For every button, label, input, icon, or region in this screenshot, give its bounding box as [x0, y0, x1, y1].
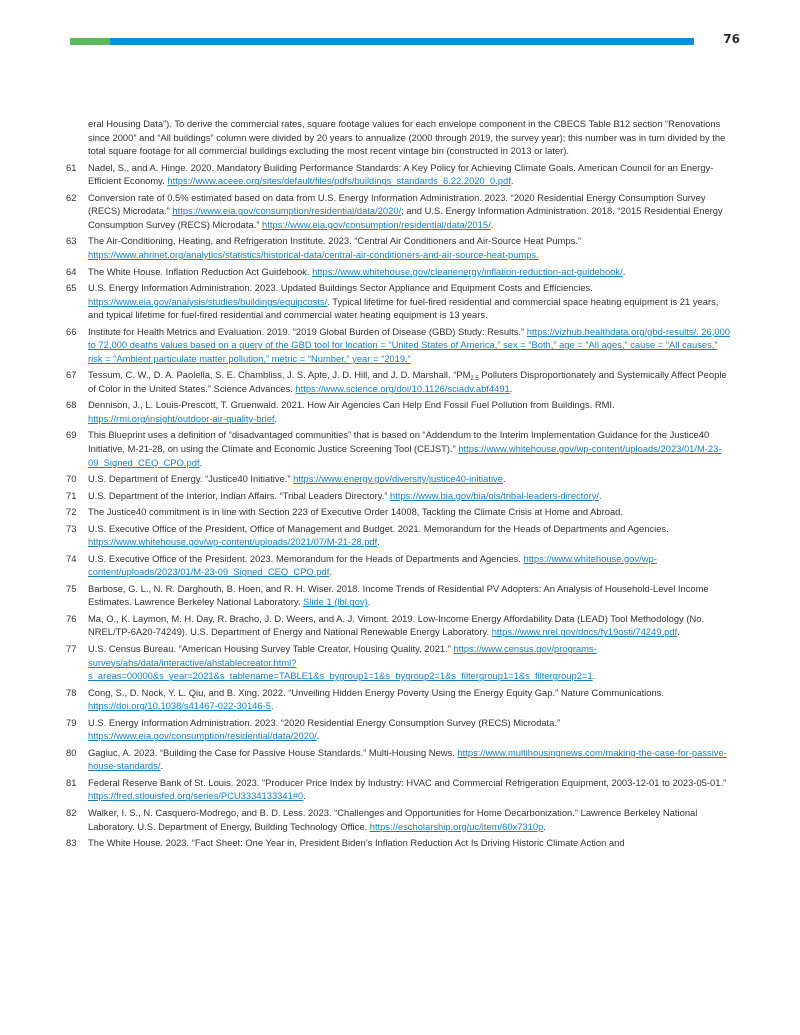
endnote-text	[88, 489, 734, 503]
endnote-text	[88, 265, 734, 279]
endnote-number: 69	[66, 429, 77, 441]
endnote-link[interactable]: https://fred.stlouisfed.org/series/PCU3334133341#0	[88, 790, 304, 802]
endnote-67	[66, 368, 734, 395]
endnote-text	[88, 505, 734, 519]
endnote-number: 73	[66, 522, 77, 534]
endnote-continuation: eral Housing Data”). To derive the commercial rates, square footage values for each envelope component in the CBECS Table B12 section “Renovations since 2000” and “All buildings” column were divided by 20 years to annualize (2000 through 2019, the survey year); this number was in turn divided by the total square footage for all commercial buildings excluding the most recent vintage bin (constructed in 2013 or later).	[88, 118, 726, 157]
endnote-link[interactable]: https://escholarship.org/uc/item/60x7310p	[369, 820, 544, 832]
endnote-text	[88, 552, 734, 579]
endnote-65	[66, 281, 734, 322]
endnote-citation: Dennison, J., L. Louis-Prescott, T. Gruenwald. 2021. How Air Agencies Can Help End Fossil Fuel Pollution from Buildings. RMI.	[88, 399, 615, 411]
endnote-number: 64	[66, 265, 77, 277]
endnote-number: 67	[66, 369, 77, 381]
endnote-63	[66, 234, 734, 261]
endnote-text	[88, 281, 734, 322]
endnote-text	[88, 806, 734, 833]
endnote-text	[88, 522, 734, 549]
endnote-link-2[interactable]: https://www.eia.gov/consumption/residential/data/2015/	[262, 218, 491, 230]
endnote-citation: Cong, S., D. Nock, Y. L. Qiu, and B. Xing. 2022. “Unveiling Hidden Energy Poverty Using the Energy Equity Gap.” Nature Communications.	[88, 686, 664, 698]
endnote-link[interactable]: https://www.energy.gov/diversity/justice40-initiative	[293, 473, 503, 485]
endnote-number: 82	[66, 806, 77, 818]
endnote-number: 66	[66, 325, 77, 337]
endnote-citation: The White House. Inflation Reduction Act Guidebook.	[88, 265, 313, 277]
endnote-tail: . Typical lifetime for fuel-fired residential and commercial space heating equipment is 21 years, and typical lifetime for fuel-fired residential and commercial water heating equipment is 13 years.	[88, 295, 719, 321]
endnote-tail: .	[303, 790, 306, 802]
endnote-text	[88, 191, 734, 232]
endnotes	[66, 117, 734, 850]
endnote-text	[88, 612, 734, 639]
endnote-citation: The Justice40 commitment is in line with Section 223 of Executive Order 14008, Tackling the Climate Crisis at Home and Abroad.	[88, 506, 623, 518]
endnote-citation: U.S. Energy Information Administration. 2023. Updated Buildings Sector Appliance and Equipment Costs and Efficiencies.	[88, 281, 593, 293]
endnote-number: 71	[66, 489, 77, 501]
endnote-citation: U.S. Executive Office of the President. 2023. Memorandum for the Heads of Departments and Agencies.	[88, 552, 524, 564]
endnote-link[interactable]: https://doi.org/10.1038/s41467-022-30146-5	[88, 700, 271, 712]
endnote-tail: .	[274, 413, 278, 424]
endnote-text	[88, 642, 734, 683]
endnote-citation: Conversion rate of 0.5% estimated based on data from U.S. Energy Information Administration. 2023. “2020 Residential Energy Consumption Survey (RECS) Microdata.”	[88, 191, 706, 217]
endnote-citation: Institute for Health Metrics and Evaluation. 2019. “2019 Global Burden of Disease (GBD) Study: Results.”	[88, 325, 527, 337]
endnote-citation: The White House. 2023. “Fact Sheet: One Year in, President Biden’s Inflation Reduction Act Is Driving Historic Climate Action and	[88, 836, 625, 848]
endnote-citation: Nadel, S., and A. Hinge. 2020. Mandatory Building Performance Standards: A Key Policy for Achieving Climate Goals. American Council for an Energy-Efficient Economy.	[88, 161, 714, 187]
endnote-72	[66, 505, 734, 519]
endnote-link[interactable]: https://www.whitehouse.gov/cleanenergy/inflation-reduction-act-guidebook/	[312, 265, 623, 277]
endnote-73	[66, 522, 734, 549]
endnote-number: 63	[66, 235, 77, 247]
endnote-number: 62	[66, 191, 77, 203]
endnote-link[interactable]: https://www.whitehouse.gov/wp-content/uploads/2023/01/M-23-09_Signed_CEQ_CPO.pdf	[88, 443, 722, 468]
endnote-text	[88, 472, 734, 486]
endnote-tail: .	[270, 700, 274, 712]
header-accent-bar	[70, 38, 694, 45]
endnote-83	[66, 836, 734, 850]
endnote-citation: This Blueprint uses a definition of “disadvantaged communities” that is based on “Addendum to the Interim Implementation Guidance for the Justice40 Initiative, M-21-28, on using the Climate and Economic Justice Screening Tool (CEJST).”	[88, 429, 710, 455]
endnote-tail: .	[160, 760, 164, 772]
endnote-number: 79	[66, 716, 77, 728]
endnote-text	[88, 582, 734, 609]
endnote-link[interactable]: https://www.whitehouse.gov/wp-content/uploads/2023/01/M-23-09_Signed_CEQ_CPO.pdf	[88, 552, 657, 578]
endnote-text	[88, 161, 734, 188]
accent-bar-blue	[110, 38, 694, 45]
endnote-number: 72	[66, 506, 77, 518]
endnote-number: 61	[66, 161, 77, 173]
endnote-citation: U.S. Executive Office of the President, Office of Management and Budget. 2021. Memorandum for the Heads of Departments and Agencies.	[88, 522, 669, 534]
endnote-tail: .	[367, 596, 371, 608]
endnote-tail: .	[316, 730, 320, 742]
endnote-text	[88, 836, 734, 850]
endnote-link[interactable]: https://www.bia.gov/bia/ois/tribal-leaders-directory/	[390, 489, 599, 501]
endnote-number: 81	[66, 776, 77, 788]
endnote-list	[66, 161, 734, 850]
endnote-citation: Barbose, G. L., N. R. Darghouth, B. Hoen, and R. H. Wiser. 2018. Income Trends of Residential PV Adopters: An Analysis of Household-Level Income Estimates. Lawrence Berkeley National Laboratory.	[88, 582, 709, 608]
endnote-tail: ; and U.S. Energy Information Administration. 2018. “2015 Residential Energy Consumption Survey (RECS) Microdata.”	[88, 205, 723, 230]
endnote-tail: .	[509, 382, 513, 394]
endnote-71	[66, 489, 734, 503]
endnote-link[interactable]: https://www.whitehouse.gov/wp-content/uploads/2021/07/M-21-28.pdf	[88, 536, 378, 548]
endnote-citation: Ma, O., K. Laymon, M. H. Day, R. Bracho, J. D. Weers, and A. J. Vimont. 2019. Low-Income Energy Affordability Data (LEAD) Tool Methodology (No. NREL/TP-6A20-74249). U.S. Department of Energy and National Renewable Energy Laboratory.	[88, 612, 705, 638]
endnote-citation: Walker, I. S., N. Casquero-Modrego, and B. D. Less. 2023. “Challenges and Opportunities for Home Decarbonization.” Lawrence Berkeley National Laboratory. U.S. Department of Energy, Building Technology Office.	[88, 806, 698, 832]
endnote-number: 78	[66, 686, 77, 698]
endnote-tail: .	[502, 473, 506, 485]
endnote-number: 77	[66, 642, 77, 654]
endnote-number: 74	[66, 552, 77, 564]
endnote-tail: .	[543, 820, 546, 832]
endnote-82	[66, 806, 734, 833]
endnote-link[interactable]: https://www.science.org/doi/10.1126/sciadv.abf4491	[295, 382, 510, 394]
endnote-75	[66, 582, 734, 609]
endnote-link[interactable]: https://www.aceee.org/sites/default/files/pdfs/buildings_standards_6.22.2020_0.pdf	[167, 175, 511, 187]
endnote-link[interactable]: https://www.nrel.gov/docs/fy19osti/74249.pdf	[491, 626, 678, 638]
endnote-link[interactable]: https://www.eia.gov/consumption/residential/data/2020/	[172, 205, 402, 217]
endnote-text	[88, 398, 734, 425]
endnote-number: 75	[66, 582, 77, 594]
endnote-number: 83	[66, 836, 77, 848]
endnote-text	[88, 325, 734, 366]
endnote-tail: .	[510, 175, 514, 187]
endnote-link[interactable]: https://www.eia.gov/consumption/residential/data/2020/	[88, 730, 317, 742]
endnote-citation: Gagiuc, A. 2023. “Building the Case for Passive House Standards.” Multi-Housing News.	[88, 746, 458, 758]
endnote-tail-2: .	[490, 218, 494, 230]
endnote-number: 76	[66, 612, 77, 624]
subscript: 2.5	[470, 376, 479, 383]
endnote-link[interactable]: https://www.census.gov/programs-surveys/ahs/data/interactive/ahstablecreator.html?s_areas=00000&s_year=2021&s_tablename=TABLE1&s_bygroup1=1&s_bygroup2=1&s_filtergroup1=1&s_filtergroup2=1	[88, 642, 597, 682]
endnote-tail: .	[199, 456, 203, 468]
page-number: 76	[723, 32, 740, 46]
endnote-text	[88, 234, 734, 261]
endnote-text	[88, 776, 734, 803]
endnote-text	[88, 746, 734, 773]
endnote-link[interactable]: https://rmi.org/insight/outdoor-air-quality-brief	[88, 413, 275, 424]
endnote-link[interactable]: https://vizhub.healthdata.org/gbd-results/. 26,000 to 72,000 deaths values based on a query of the GBD tool for location = “United States of America,” sex = “Both,” age = “All ages,” cause = “All causes,” risk = “Ambient particulate matter pollution,” metric = “Number,” year = “2019.”	[88, 325, 731, 364]
endnote-citation: U.S. Census Bureau. “American Housing Survey Table Creator, Housing Quality, 2021.”	[88, 642, 454, 654]
endnote-link[interactable]: https://www.multihousingnews.com/making-the-case-for-passive-house-standards/	[88, 746, 727, 772]
endnote-number: 65	[66, 281, 77, 293]
endnote-74	[66, 552, 734, 579]
endnote-citation: U.S. Energy Information Administration. 2023. “2020 Residential Energy Consumption Survey (RECS) Microdata.”	[88, 716, 561, 728]
endnote-citation: Federal Reserve Bank of St. Louis. 2023. “Producer Price Index by Industry: HVAC and Commercial Refrigeration Equipment, 2003-12-01 to 2023-05-01.”	[88, 776, 727, 788]
endnote-citation: The Air-Conditioning, Heating, and Refrigeration Institute. 2023. “Central Air Conditioners and Air-Source Heat Pumps.”	[88, 235, 581, 247]
accent-bar-green	[70, 38, 110, 45]
endnote-tail: .	[599, 489, 602, 501]
endnote-64	[66, 265, 734, 279]
endnote-number: 68	[66, 399, 77, 411]
endnote-70	[66, 472, 734, 486]
endnote-number: 70	[66, 473, 77, 485]
endnote-66	[66, 325, 734, 366]
endnote-link[interactable]: Slide 1 (lbl.gov)	[303, 596, 368, 608]
endnote-61	[66, 161, 734, 188]
endnote-number: 80	[66, 746, 77, 758]
endnote-69	[66, 428, 734, 469]
endnote-citation: U.S. Department of Energy. “Justice40 Initiative.”	[88, 473, 294, 485]
endnote-tail: .	[377, 536, 380, 548]
endnote-77	[66, 642, 734, 683]
endnote-tail: .	[329, 566, 332, 578]
endnote-80	[66, 746, 734, 773]
endnote-tail: .	[622, 265, 626, 277]
endnote-citation: U.S. Department of the Interior, Indian Affairs. “Tribal Leaders Directory.”	[88, 489, 391, 501]
endnote-68	[66, 398, 734, 425]
endnote-text	[88, 428, 734, 469]
endnote-tail: .	[592, 670, 596, 682]
endnote-62	[66, 191, 734, 232]
endnote-81	[66, 776, 734, 803]
endnote-link[interactable]: https://www.eia.gov/analysis/studies/buildings/equipcosts/	[88, 295, 328, 307]
endnote-tail: .	[677, 626, 680, 638]
endnote-text	[88, 716, 734, 743]
endnote-78	[66, 686, 734, 713]
endnote-text	[88, 368, 734, 395]
endnote-79	[66, 716, 734, 743]
endnote-link[interactable]: https://www.ahrinet.org/analytics/statistics/historical-data/central-air-conditioners-and-air-source-heat-pumps.	[88, 249, 539, 261]
endnote-76	[66, 612, 734, 639]
endnote-citation: Tessum, C. W., D. A. Paolella, S. E. Chambliss, J. S. Apte, J. D. Hill, and J. D. Marshall. “PM	[88, 369, 471, 381]
endnote-citation-cont: Polluters Disproportionately and Systemically Affect People of Color in the United States.” Science Advances.	[88, 369, 727, 394]
endnote-text	[88, 686, 734, 713]
